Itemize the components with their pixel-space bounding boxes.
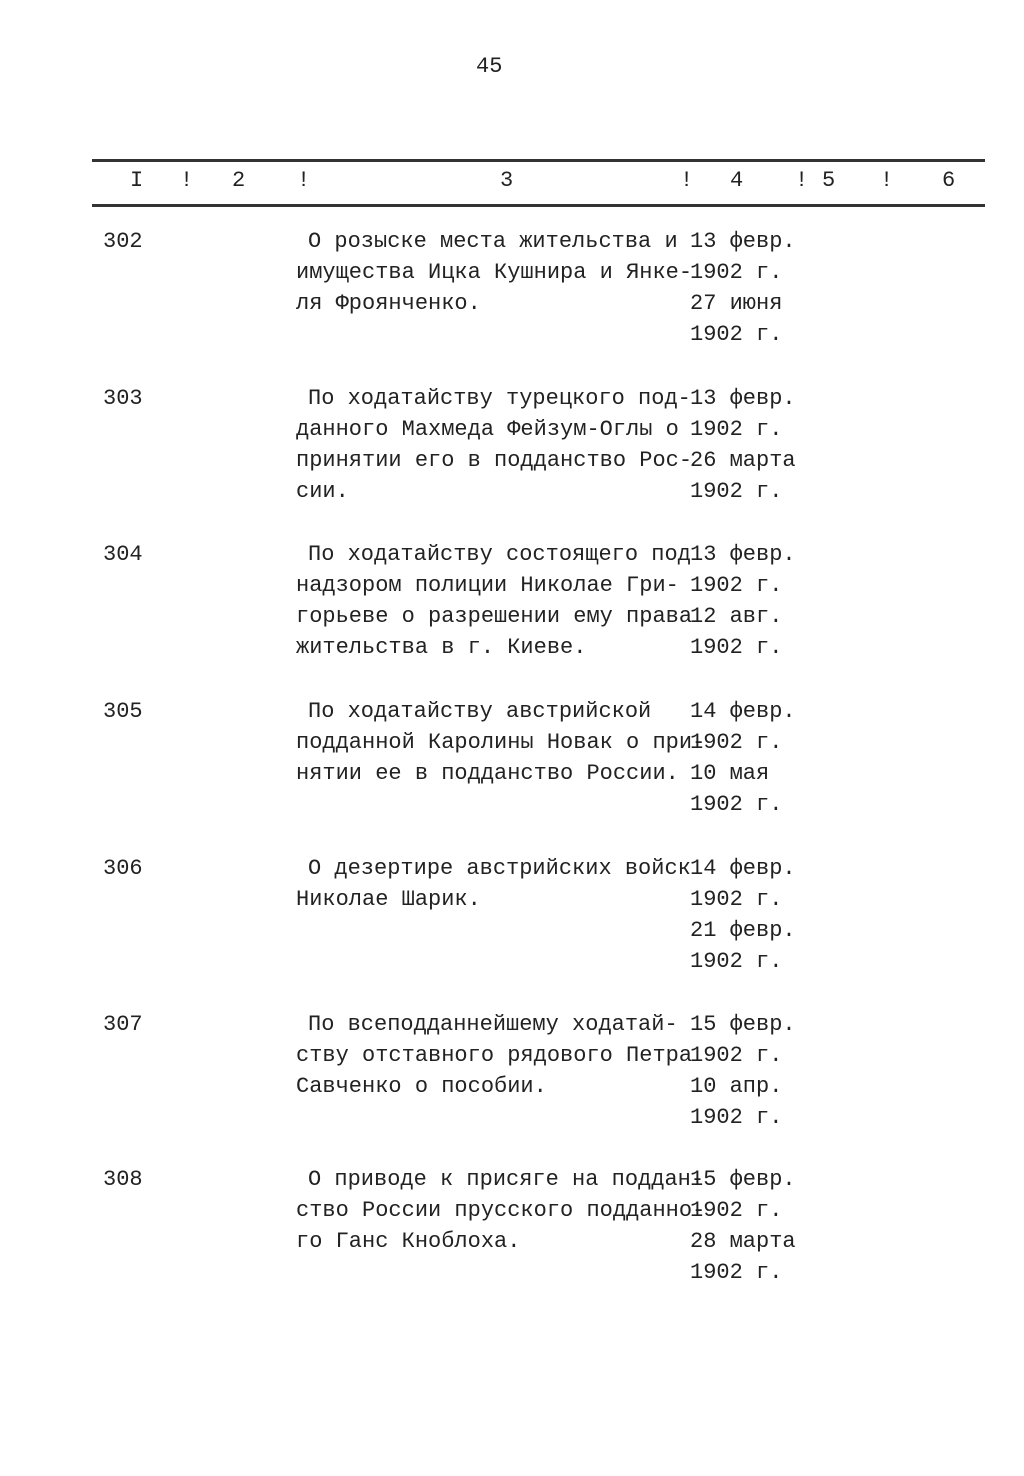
entry-number: 302 [103, 229, 143, 254]
date-line: 1902 г. [690, 260, 783, 285]
description-line: данного Махмеда Фейзум-Оглы о [296, 417, 679, 442]
date-line: 1902 г. [690, 417, 783, 442]
column-header-label: 4 [730, 168, 744, 193]
entry-number: 305 [103, 699, 143, 724]
description-line: По ходатайству состоящего под [308, 542, 691, 567]
description-line: подданной Каролины Новак о при- [296, 730, 706, 755]
entry-description [296, 696, 705, 789]
description-line: Савченко о пособии. [296, 1074, 547, 1099]
date-line: 27 июня [690, 291, 783, 316]
column-header-label: 6 [942, 168, 956, 193]
column-header-label: I [130, 168, 144, 193]
entry-dates [690, 539, 796, 663]
entry-description [296, 853, 691, 915]
description-line: ство России прусского подданно- [296, 1198, 706, 1223]
description-line: О дезертире австрийских войск [308, 856, 691, 881]
entry-dates [690, 696, 796, 820]
entry-dates [690, 1009, 796, 1133]
date-line: 21 февр. [690, 918, 796, 943]
column-header-label: 5 [822, 168, 836, 193]
column-header-label: 3 [500, 168, 514, 193]
entry-number: 306 [103, 856, 143, 881]
entry-description [296, 1009, 692, 1102]
header-bottom-rule [92, 204, 985, 207]
date-line: 15 февр. [690, 1167, 796, 1192]
entry-description [296, 539, 692, 663]
date-line: 14 февр. [690, 699, 796, 724]
description-line: По ходатайству австрийской [308, 699, 652, 724]
entry-description [296, 383, 692, 507]
page-number: 45 [476, 54, 503, 79]
entry-number: 307 [103, 1012, 143, 1037]
entry-number: 308 [103, 1167, 143, 1192]
description-line: го Ганс Кноблоха. [296, 1229, 521, 1254]
description-line: О приводе к присяге на поддан- [308, 1167, 705, 1192]
column-separator: ! [680, 168, 694, 193]
description-line: нятии ее в подданство России. [296, 761, 679, 786]
date-line: 1902 г. [690, 1043, 783, 1068]
entry-dates [690, 226, 796, 350]
entry-number: 303 [103, 386, 143, 411]
date-line: 1902 г. [690, 1105, 783, 1130]
entry-number: 304 [103, 542, 143, 567]
date-line: 1902 г. [690, 1260, 783, 1285]
description-line: О розыске места жительства и [308, 229, 678, 254]
column-header-label: 2 [232, 168, 246, 193]
date-line: 1902 г. [690, 573, 783, 598]
description-line: жительства в г. Киеве. [296, 635, 587, 660]
entry-description [296, 226, 692, 319]
date-line: 13 февр. [690, 229, 796, 254]
date-line: 13 февр. [690, 542, 796, 567]
date-line: 10 апр. [690, 1074, 783, 1099]
date-line: 1902 г. [690, 635, 783, 660]
date-line: 26 марта [690, 448, 796, 473]
description-line: сии. [296, 479, 349, 504]
date-line: 14 февр. [690, 856, 796, 881]
description-line: Николае Шарик. [296, 887, 481, 912]
date-line: 1902 г. [690, 1198, 783, 1223]
date-line: 1902 г. [690, 887, 783, 912]
date-line: 1902 г. [690, 792, 783, 817]
date-line: 28 марта [690, 1229, 796, 1254]
description-line: надзором полиции Николае Гри- [296, 573, 679, 598]
date-line: 1902 г. [690, 949, 783, 974]
entry-dates [690, 853, 796, 977]
date-line: 1902 г. [690, 730, 783, 755]
date-line: 1902 г. [690, 322, 783, 347]
date-line: 12 авг. [690, 604, 783, 629]
entry-dates [690, 1164, 796, 1288]
description-line: По ходатайству турецкого под- [308, 386, 691, 411]
description-line: имущества Ицка Кушнира и Янке- [296, 260, 693, 285]
description-line: ству отставного рядового Петра [296, 1043, 693, 1068]
column-separator: ! [880, 168, 894, 193]
date-line: 1902 г. [690, 479, 783, 504]
date-line: 15 февр. [690, 1012, 796, 1037]
description-line: горьеве о разрешении ему права [296, 604, 693, 629]
column-separator: ! [180, 168, 194, 193]
date-line: 13 февр. [690, 386, 796, 411]
description-line: По всеподданнейшему ходатай- [308, 1012, 678, 1037]
date-line: 10 мая [690, 761, 770, 786]
header-top-rule [92, 159, 985, 162]
entry-description [296, 1164, 705, 1257]
description-line: принятии его в подданство Рос- [296, 448, 693, 473]
column-separator: ! [297, 168, 311, 193]
description-line: ля Фроянченко. [296, 291, 481, 316]
entry-dates [690, 383, 796, 507]
column-separator: ! [795, 168, 809, 193]
